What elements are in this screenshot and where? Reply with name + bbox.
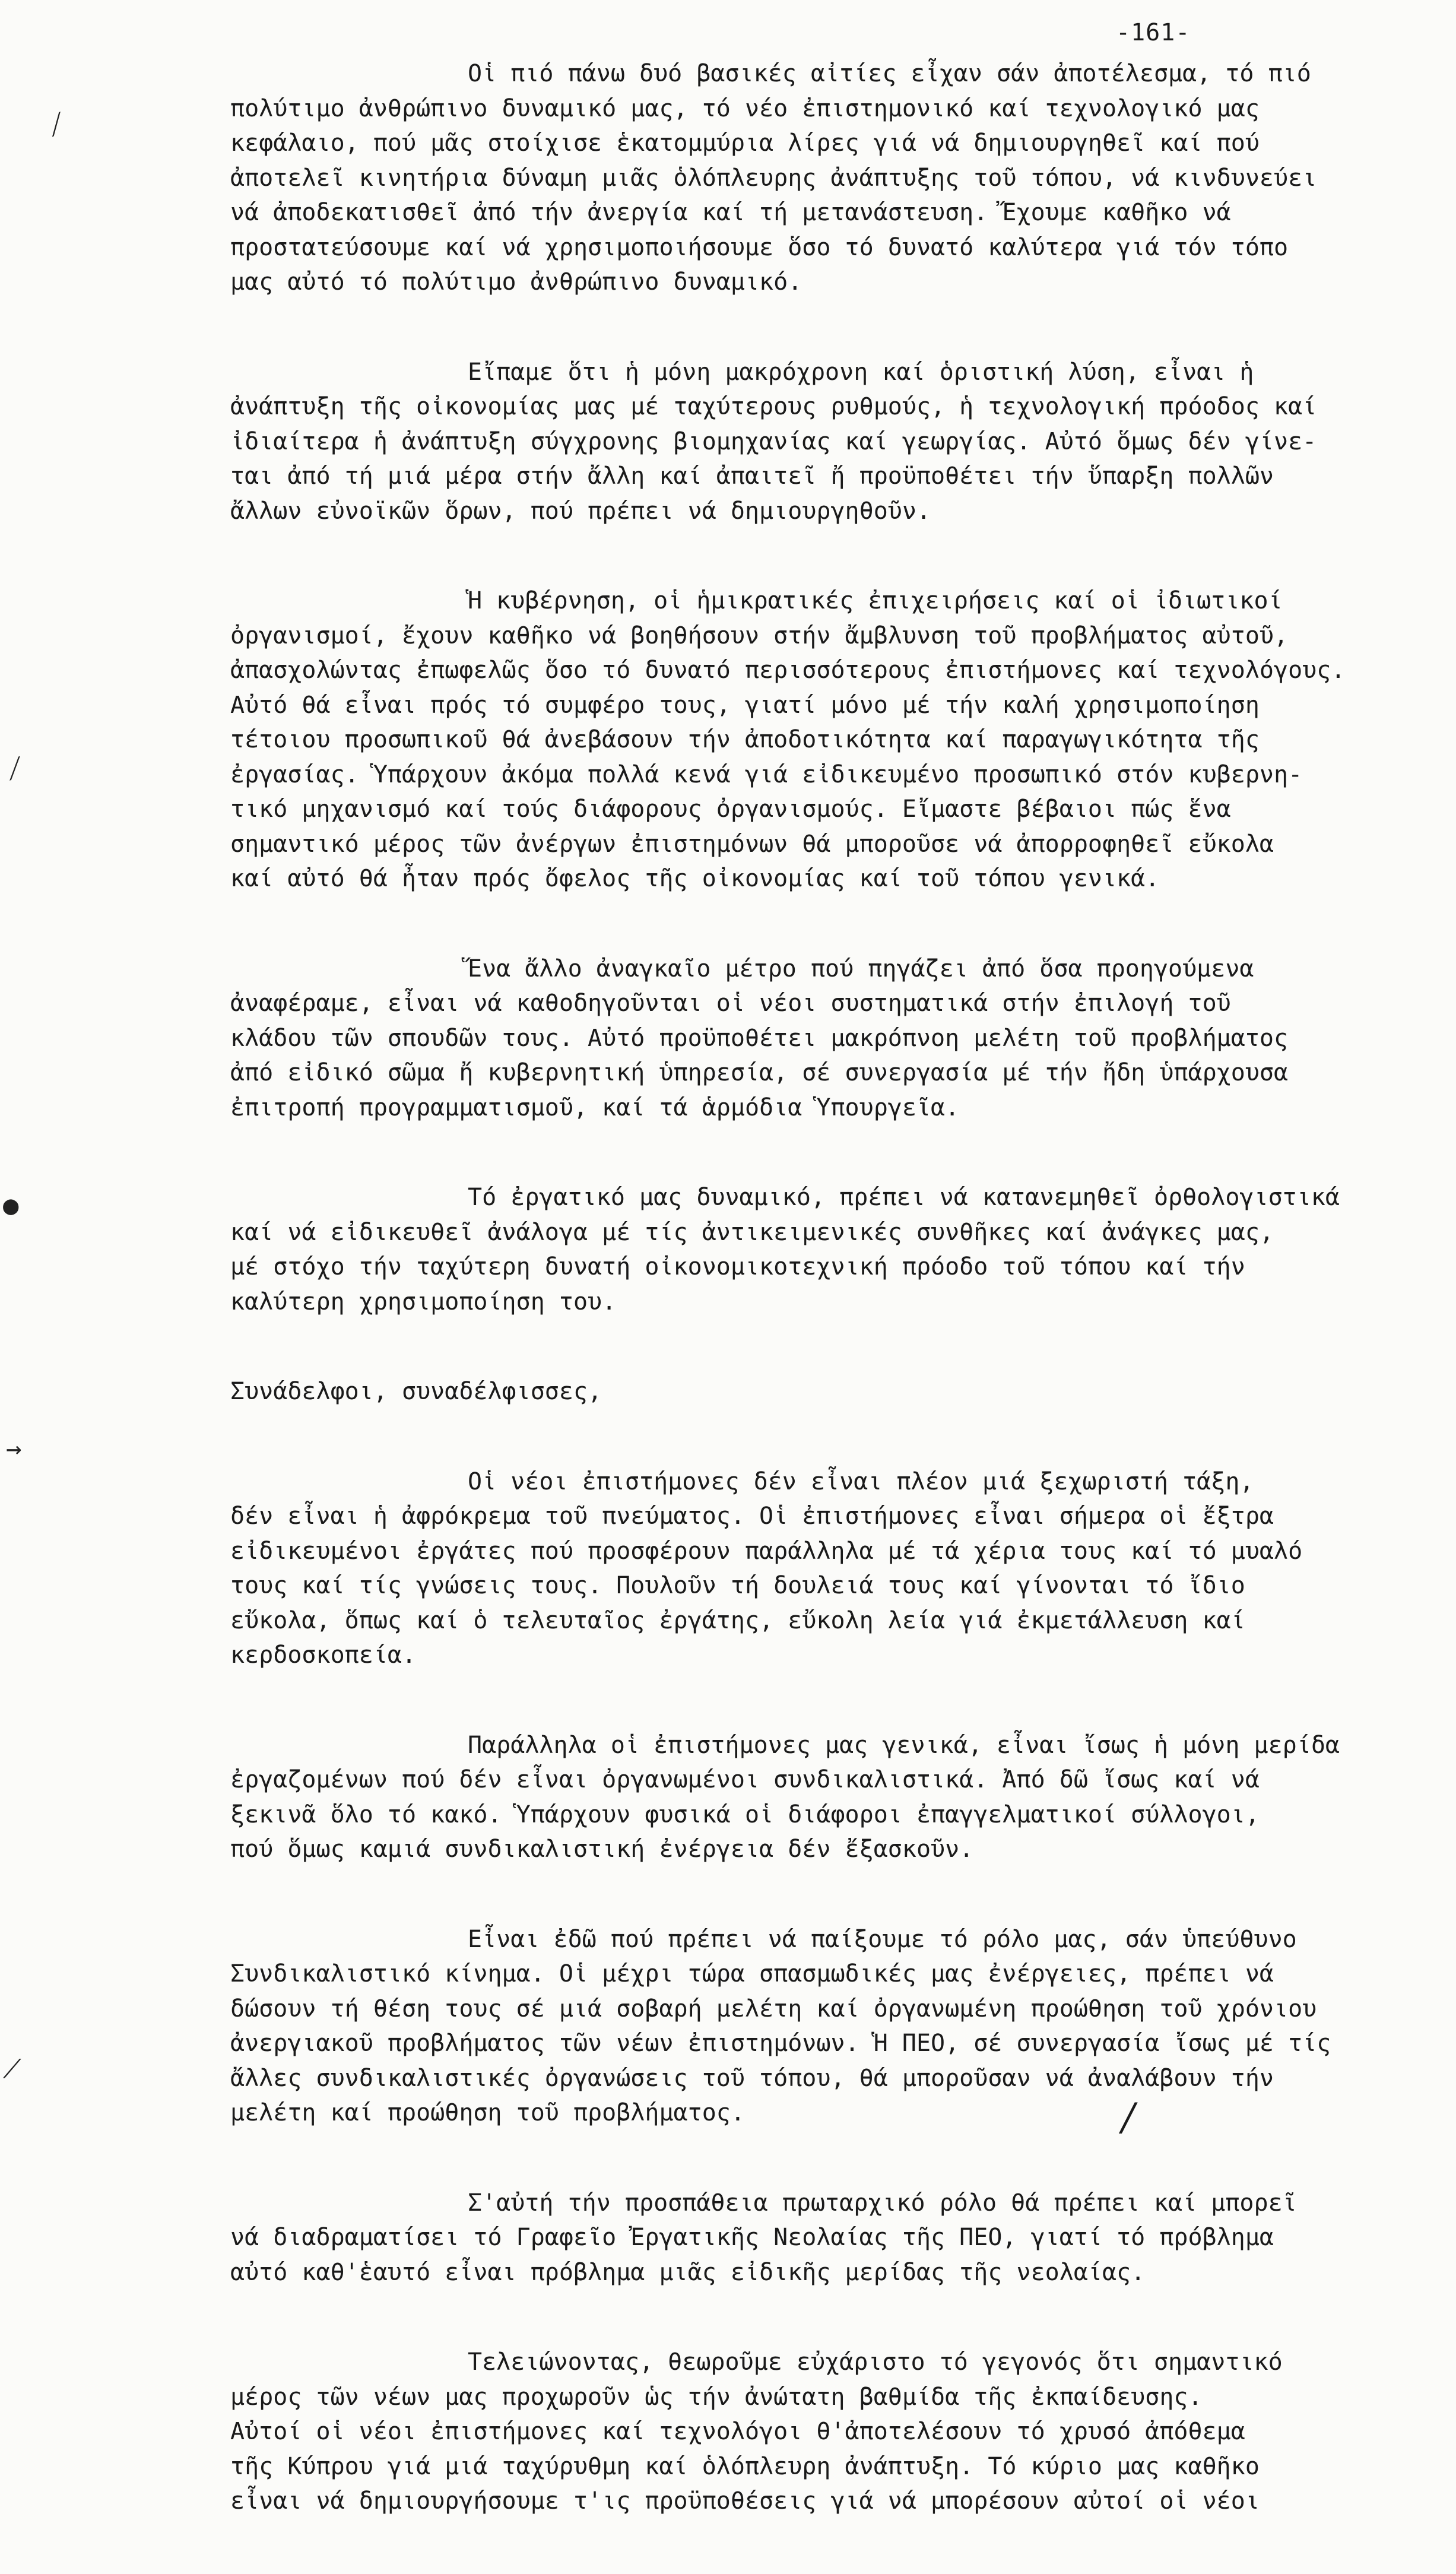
text-line: Αὐτό θά εἶναι πρός τό συμφέρο τους, γιατί μόνο μέ τήν καλή χρησιμοποίηση (230, 691, 1260, 719)
text-line: μέρος τῶν νέων μας προχωροῦν ὡς τήν ἀνώτατη βαθμίδα τῆς ἐκπαίδευσης. (230, 2383, 1203, 2411)
signature-mark: / (1122, 2096, 1135, 2139)
text-line: καλύτερη χρησιμοποίηση του. (230, 1288, 617, 1315)
text-line: Εἴπαμε ὅτι ἡ μόνη μακρόχρονη καί ὁριστική λύση, εἶναι ἡ (468, 358, 1254, 386)
text-line: ξεκινᾶ ὅλο τό κακό. Ὑπάρχουν φυσικά οἱ διάφοροι ἐπαγγελματικοί σύλλογοι, (230, 1800, 1260, 1828)
text-line: καί αὐτό θά ἦταν πρός ὄφελος τῆς οἰκονομίας καί τοῦ τόπου γενικά. (230, 865, 1160, 892)
text-line: ἀπασχολώντας ἐπωφελῶς ὅσο τό δυνατό περισσότερους ἐπιστήμονες καί τεχνολόγους. (230, 657, 1346, 684)
document-body (230, 56, 1382, 2574)
text-line: κεφάλαιο, πού μᾶς στοίχισε ἑκατομμύρια λίρες γιά νά δημιουργηθεῖ καί πού (230, 129, 1260, 157)
text-line: Σ'αὐτή τήν προσπάθεια πρωταρχικό ρόλο θά πρέπει καί μπορεῖ (468, 2189, 1297, 2217)
paragraph (230, 56, 1382, 300)
text-line: τους καί τίς γνώσεις τους. Πουλοῦν τή δουλειά τους καί γίνονται τό ἴδιο (230, 1572, 1245, 1599)
text-line: ἄλλες συνδικαλιστικές ὀργανώσεις τοῦ τόπου, θά μποροῦσαν νά ἀναλάβουν τήν (230, 2064, 1274, 2092)
text-line: Οἱ νέοι ἐπιστήμονες δέν εἶναι πλέον μιά ξεχωριστή τάξη, (468, 1467, 1254, 1495)
text-line: ἰδιαίτερα ἡ ἀνάπτυξη σύγχρονης βιομηχανίας καί γεωργίας. Αὐτό ὅμως δέν γίνε- (230, 427, 1317, 455)
text-line: Τό ἐργατικό μας δυναμικό, πρέπει νά κατανεμηθεῖ ὀρθολογιστικά (468, 1184, 1340, 1211)
text-line: Παράλληλα οἱ ἐπιστήμονες μας γενικά, εἶναι ἴσως ἡ μόνη μερίδα (468, 1731, 1340, 1759)
text-line: ἀνάπτυξη τῆς οἰκονομίας μας μέ ταχύτερους ρυθμούς, ἡ τεχνολογική πρόοδος καί (230, 393, 1317, 420)
text-line: ται ἀπό τή μιά μέρα στήν ἄλλη καί ἀπαιτεῖ ἤ προϋποθέτει τήν ὕπαρξη πολλῶν (230, 462, 1274, 490)
text-line: προστατεύσουμε καί νά χρησιμοποιήσουμε ὅσο τό δυνατό καλύτερα γιά τόν τόπο (230, 233, 1289, 261)
text-line: εἰδικευμένοι ἐργάτες πού προσφέρουν παράλληλα μέ τά χέρια τους καί τό μυαλό (230, 1537, 1303, 1565)
paragraph (230, 952, 1382, 1126)
paragraph (230, 1922, 1382, 2131)
margin-mark-icon: → (6, 1434, 22, 1464)
text-line: ἄλλων εὐνοϊκῶν ὅρων, πού πρέπει νά δημιουργηθοῦν. (230, 497, 931, 525)
paragraph (230, 2186, 1382, 2290)
text-line: αὐτό καθ'ἑαυτό εἶναι πρόβλημα μιᾶς εἰδικῆς μερίδας τῆς νεολαίας. (230, 2258, 1146, 2286)
text-line: σημαντικό μέρος τῶν ἀνέργων ἐπιστημόνων θά μποροῦσε νά ἀπορροφηθεῖ εὔκολα (230, 830, 1274, 858)
text-line: μας αὐτό τό πολύτιμο ἀνθρώπινο δυναμικό. (230, 268, 802, 296)
margin-mark-icon: ⟋ (3, 2054, 21, 2084)
text-line: πού ὅμως καμιά συνδικαλιστική ἐνέργεια δέν ἔξασκοῦν. (230, 1836, 974, 1863)
paragraph (230, 1464, 1382, 1673)
text-line: δώσουν τή θέση τους σέ μιά σοβαρή μελέτη καί ὀργανωμένη προώθηση τοῦ χρόνιου (230, 1995, 1317, 2023)
paragraph (230, 355, 1382, 529)
text-line: μέ στόχο τήν ταχύτερη δυνατή οἰκονομικοτεχνική πρόοδο τοῦ τόπου καί τήν (230, 1253, 1245, 1280)
text-line: Τελειώνοντας, θεωροῦμε εὐχάριστο τό γεγονός ὅτι σημαντικό (468, 2348, 1283, 2376)
text-line: κλάδου τῶν σπουδῶν τους. Αὐτό προϋποθέτει μακρόπνοη μελέτη τοῦ προβλήματος (230, 1024, 1289, 1052)
margin-mark-icon: ⟋ (1, 752, 29, 787)
text-line: ἀνεργιακοῦ προβλήματος τῶν νέων ἐπιστημόνων. Ἡ ΠΕΟ, σέ συνεργασία ἴσως μέ τίς (230, 2030, 1331, 2057)
paragraph (230, 1180, 1382, 1319)
text-line: τέτοιου προσωπικοῦ θά ἀνεβάσουν τήν ἀποδοτικότητα καί παραγωγικότητα τῆς (230, 726, 1260, 753)
paragraph (230, 584, 1382, 896)
text-line: ἐπιτροπή προγραμματισμοῦ, καί τά ἁρμόδια Ὑπουργεῖα. (230, 1093, 960, 1121)
paragraph (230, 2345, 1382, 2519)
text-line: Οἱ πιό πάνω δυό βασικές αἰτίες εἶχαν σάν ἀποτέλεσμα, τό πιό (468, 60, 1311, 87)
margin-mark-icon: ● (3, 1190, 19, 1221)
text-line: εἶναι νά δημιουργήσουμε τ'ις προϋποθέσεις γιά νά μπορέσουν αὐτοί οἱ νέοι (230, 2487, 1260, 2515)
text-line: ἐργαζομένων πού δέν εἶναι ὀργανωμένοι συνδικαλιστικά. Ἀπό δῶ ἴσως καί νά (230, 1766, 1260, 1793)
text-line: καί νά εἰδικευθεῖ ἀνάλογα μέ τίς ἀντικειμενικές συνθῆκες καί ἀνάγκες μας, (230, 1218, 1274, 1246)
text-line: εὔκολα, ὅπως καί ὁ τελευταῖος ἐργάτης, εὔκολη λεία γιά ἐκμετάλλευση καί (230, 1606, 1245, 1634)
page-number: -161- (1116, 19, 1191, 46)
text-line: νά ἀποδεκατισθεῖ ἀπό τήν ἀνεργία καί τή μετανάστευση. Ἔχουμε καθῆκο νά (230, 199, 1231, 226)
text-line: Ἡ κυβέρνηση, οἱ ἡμικρατικές ἐπιχειρήσεις καί οἱ ἰδιωτικοί (468, 587, 1283, 614)
text-line: ἀπό εἰδικό σῶμα ἤ κυβερνητική ὑπηρεσία, σέ συνεργασία μέ τήν ἤδη ὑπάρχουσα (230, 1059, 1289, 1086)
text-line: Συνάδελφοι, συναδέλφισσες, (230, 1378, 602, 1405)
text-line: νά διαδραματίσει τό Γραφεῖο Ἐργατικῆς Νεολαίας τῆς ΠΕΟ, γιατί τό πρόβλημα (230, 2224, 1274, 2251)
text-line: τικό μηχανισμό καί τούς διάφορους ὀργανισμούς. Εἴμαστε βέβαιοι πώς ἕνα (230, 795, 1231, 823)
text-line: ἐργασίας. Ὑπάρχουν ἀκόμα πολλά κενά γιά εἰδικευμένο προσωπικό στόν κυβερνη- (230, 760, 1303, 788)
text-line: τῆς Κύπρου γιά μιά ταχύρυθμη καί ὁλόπλευρη ἀνάπτυξη. Τό κύριο μας καθῆκο (230, 2452, 1260, 2480)
text-line: πολύτιμο ἀνθρώπινο δυναμικό μας, τό νέο ἐπιστημονικό καί τεχνολογικό μας (230, 94, 1260, 122)
text-line: δέν εἶναι ἡ ἀφρόκρεμα τοῦ πνεύματος. Οἱ ἐπιστήμονες εἶναι σήμερα οἱ ἔξτρα (230, 1502, 1274, 1530)
text-line: Αὐτοί οἱ νέοι ἐπιστήμονες καί τεχνολόγοι θ'ἀποτελέσουν τό χρυσό ἀπόθεμα (230, 2418, 1245, 2445)
text-line: Εἶναι ἐδῶ πού πρέπει νά παίξουμε τό ρόλο μας, σάν ὑπεύθυνο (468, 1925, 1297, 1953)
text-line: μελέτη καί προώθηση τοῦ προβλήματος. (230, 2099, 745, 2126)
salutation (230, 1374, 1382, 1409)
text-line: ἀναφέραμε, εἶναι νά καθοδηγοῦνται οἱ νέοι συστηματικά στήν ἐπιλογή τοῦ (230, 990, 1231, 1017)
text-line: ὀργανισμοί, ἔχουν καθῆκο νά βοηθήσουν στήν ἄμβλυνση τοῦ προβλήματος αὐτοῦ, (230, 622, 1289, 649)
paragraph (230, 1728, 1382, 1867)
text-line: Ἕνα ἄλλο ἀναγκαῖο μέτρο πού πηγάζει ἀπό ὅσα προηγούμενα (468, 955, 1254, 982)
text-line: κερδοσκοπεία. (230, 1641, 417, 1669)
text-line: Συνδικαλιστικό κίνημα. Οἱ μέχρι τώρα σπασμωδικές μας ἐνέργειες, πρέπει νά (230, 1960, 1274, 1987)
text-line: ἀποτελεῖ κινητήρια δύναμη μιᾶς ὁλόπλευρης ἀνάπτυξης τοῦ τόπου, νά κινδυνεύει (230, 164, 1317, 192)
margin-mark-icon: ⟋ (42, 107, 72, 143)
